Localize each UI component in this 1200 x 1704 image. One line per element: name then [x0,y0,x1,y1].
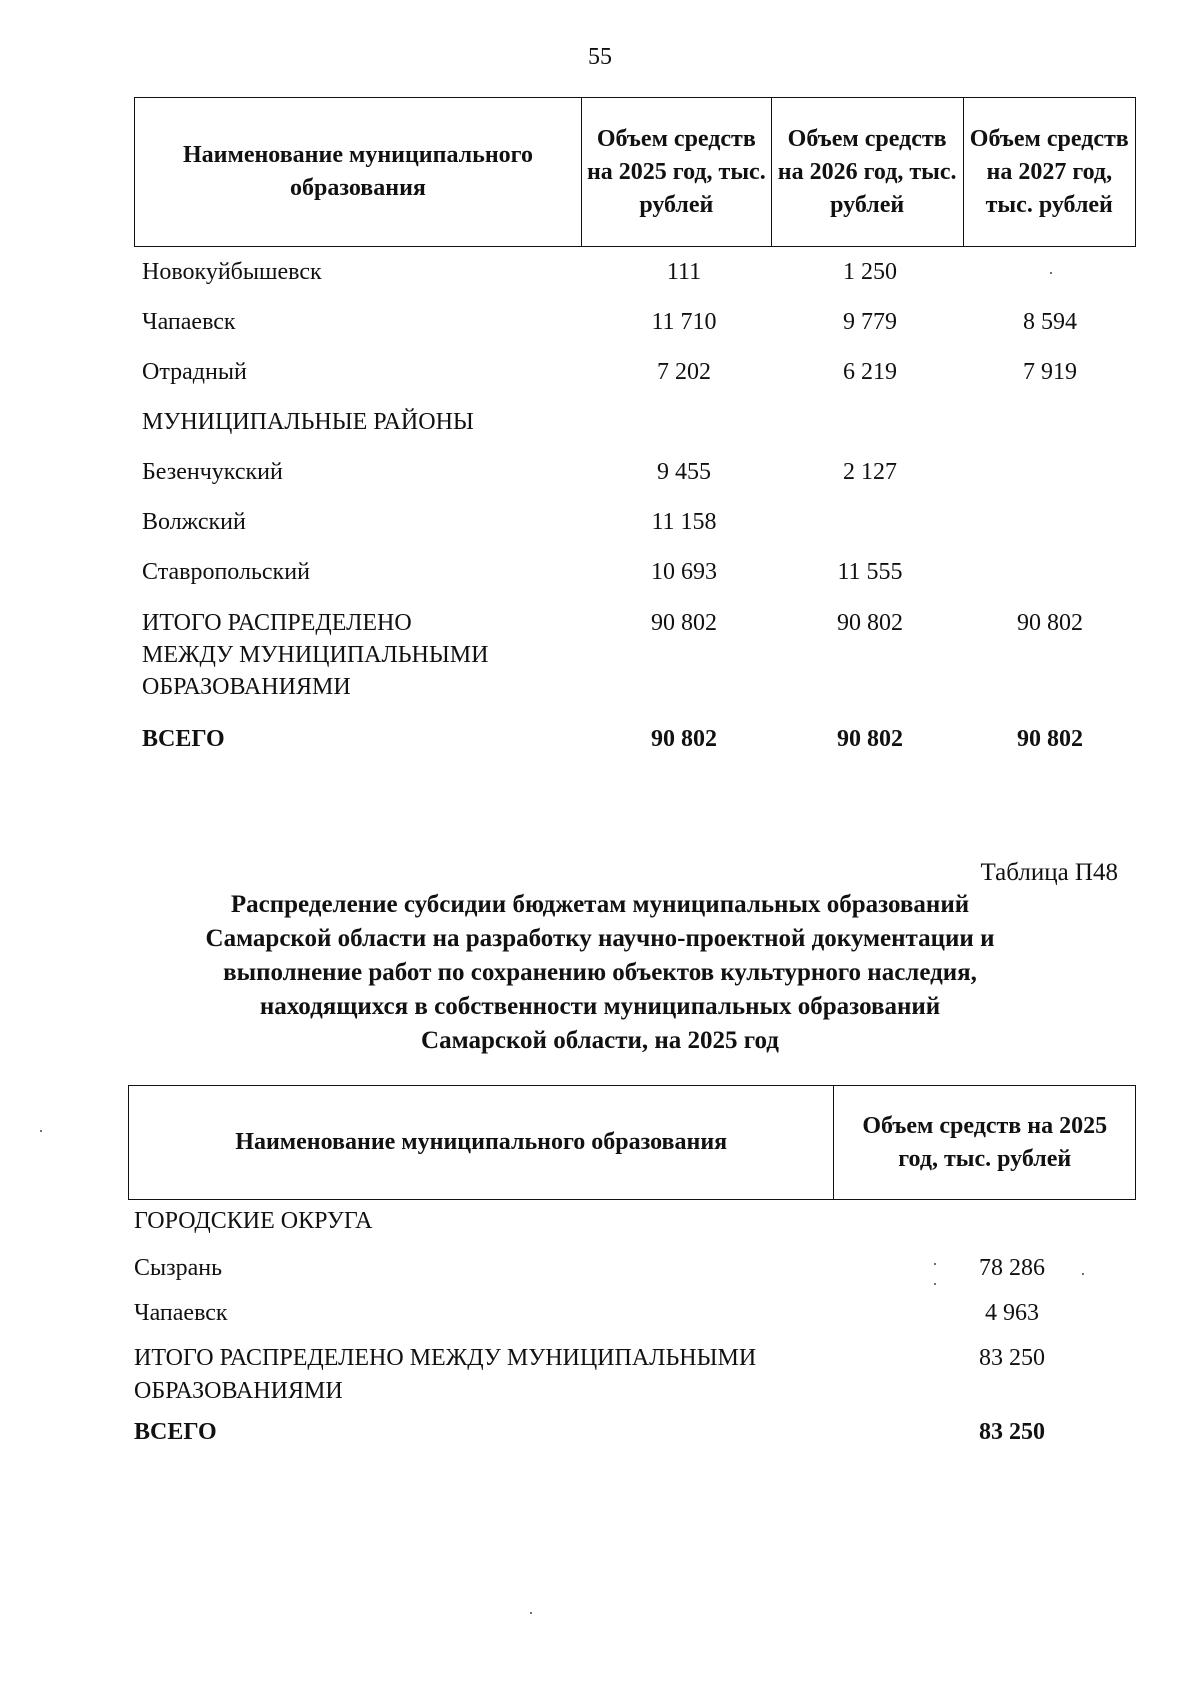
value-2025: 9 455 [657,459,711,485]
value-2025: 11 158 [651,509,717,535]
value-2025: 7 202 [657,359,711,385]
table-label: Таблица П48 [980,859,1118,886]
row-name: Новокуйбышевск [142,259,322,285]
title-line: выполнение работ по сохранению объектов культурного наследия, [223,959,977,986]
scan-speck [1050,272,1052,274]
value-2026: 9 779 [843,309,897,335]
value-2026: 6 219 [843,359,897,385]
itogo-2025: 90 802 [651,610,717,636]
itogo-line-2: ОБРАЗОВАНИЯМИ [134,1378,343,1404]
table1-header-2026: Объем средств на 2026 год, тыс. рублей [771,98,963,247]
table2-header-2025: Объем средств на 2025 год, тыс. рублей [834,1086,1136,1200]
section-heading: МУНИЦИПАЛЬНЫЕ РАЙОНЫ [142,409,474,435]
page-number: 55 [588,44,612,70]
total-2027: 90 802 [1017,726,1083,752]
value-2025: 78 286 [979,1255,1045,1281]
itogo-2026: 90 802 [837,610,903,636]
value-2025: 4 963 [985,1300,1039,1326]
scan-speck [40,1130,42,1132]
value-2026: 1 250 [843,259,897,285]
title-line: Распределение субсидии бюджетам муниципальных образований [230,891,970,918]
total-2025: 83 250 [979,1419,1045,1445]
total-2025: 90 802 [651,726,717,752]
scan-speck [1082,1273,1084,1275]
scan-speck [934,1283,936,1285]
total-2026: 90 802 [837,726,903,752]
table1-header-name: Наименование муниципального образования [135,98,582,247]
total-label: ВСЕГО [142,726,225,752]
value-2026: 2 127 [843,459,897,485]
total-label: ВСЕГО [134,1419,217,1445]
table1-header-2027: Объем средств на 2027 год, тыс. рублей [963,98,1135,247]
title-line: Самарской области на разработку научно-проектной документации и [205,925,995,952]
row-name: Ставропольский [142,559,310,585]
row-name: Безенчукский [142,459,283,485]
table2-header-name: Наименование муниципального образования [129,1086,834,1200]
title-line: находящихся в собственности муниципальных образований [259,993,941,1020]
section-heading: ГОРОДСКИЕ ОКРУГА [134,1208,373,1234]
value-2026: 11 555 [837,559,903,585]
scan-speck [530,1612,532,1614]
title-line: Самарской области, на 2025 год [421,1027,779,1054]
value-2027: 8 594 [1023,309,1077,335]
scan-speck [934,1263,936,1265]
value-2025: 11 710 [651,309,717,335]
table1-header-2025: Объем средств на 2025 год, тыс. рублей [581,98,771,247]
row-name: Чапаевск [142,309,236,335]
table2-header [128,1085,1136,1200]
value-2025: 10 693 [651,559,717,585]
itogo-line-3: ОБРАЗОВАНИЯМИ [142,674,351,700]
itogo-2025: 83 250 [979,1345,1045,1371]
table1-header [134,97,1136,247]
value-2027: 7 919 [1023,359,1077,385]
itogo-line-1: ИТОГО РАСПРЕДЕЛЕНО МЕЖДУ МУНИЦИПАЛЬНЫМИ [134,1345,757,1371]
itogo-line-2: МЕЖДУ МУНИЦИПАЛЬНЫМИ [142,642,489,668]
row-name: Чапаевск [134,1300,228,1326]
row-name: Волжский [142,509,246,535]
itogo-2027: 90 802 [1017,610,1083,636]
value-2025: 111 [666,259,702,285]
table-title [0,888,1200,1058]
row-name: Сызрань [134,1255,223,1281]
itogo-line-1: ИТОГО РАСПРЕДЕЛЕНО [142,610,412,636]
row-name: Отрадный [142,359,247,385]
